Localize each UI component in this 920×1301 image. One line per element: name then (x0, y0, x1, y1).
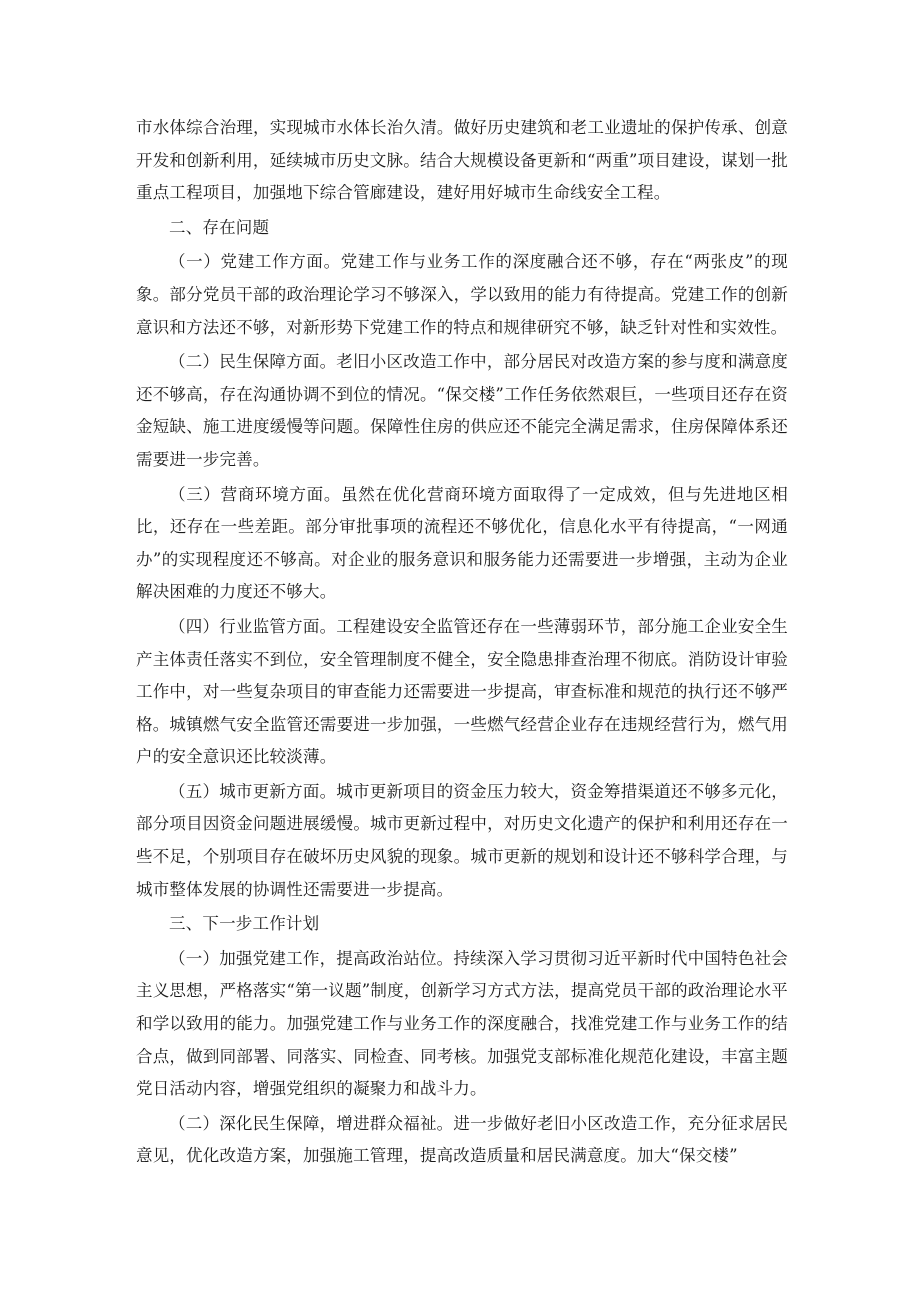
section-heading-next-plan: 三、下一步工作计划 (169, 914, 320, 934)
document-page (136, 112, 788, 1173)
paragraph-urban-renewal-issue: （五）城市更新方面。城市更新项目的资金压力较大，资金筹措渠道还不够多元化，部分项目因资金问题进展缓慢。城市更新过程中，对历史文化遗产的保护和利用还存在一些不足，个别项目存在破坏历史风貌的现象。城市更新的规划和设计还不够科学合理，与城市整体发展的协调性还需要进一步提高。 (136, 781, 788, 899)
paragraph-livelihood-plan: （二）深化民生保障，增进群众福祉。进一步做好老旧小区改造工作，充分征求居民意见，优化改造方案，加强施工管理，提高改造质量和居民满意度。加大“保交楼” (136, 1113, 788, 1166)
paragraph-livelihood-issue: （二）民生保障方面。老旧小区改造工作中，部分居民对改造方案的参与度和满意度还不够高，存在沟通协调不到位的情况。“保交楼”工作任务依然艰巨，一些项目还存在资金短缺、施工进度缓慢等问题。保障性住房的供应还不能完全满足需求，住房保障体系还需要进一步完善。 (136, 352, 788, 469)
intro-paragraph: 市水体综合治理，实现城市水体长治久清。做好历史建筑和老工业遗址的保护传承、创意开发和创新利用，延续城市历史文脉。结合大规模设备更新和“两重”项目建设，谋划一批重点工程项目，加强地下综合管廊建设，建好用好城市生命线安全工程。 (136, 118, 788, 203)
paragraph-party-building-plan: （一）加强党建工作，提高政治站位。持续深入学习贯彻习近平新时代中国特色社会主义思想，严格落实“第一议题”制度，创新学习方式方法，提高党员干部的政治理论水平和学以致用的能力。加强党建工作与业务工作的深度融合，找准党建工作与业务工作的结合点，做到同部署、同落实、同检查、同考核。加强党支部标准化规范化建设，丰富主题党日活动内容，增强党组织的凝聚力和战斗力。 (136, 948, 788, 1099)
section-heading-problems: 二、存在问题 (169, 217, 270, 237)
paragraph-industry-supervision-issue: （四）行业监管方面。工程建设安全监管还存在一些薄弱环节，部分施工企业安全生产主体责任落实不到位，安全管理制度不健全，安全隐患排查治理不彻底。消防设计审验工作中，对一些复杂项目的审查能力还需要进一步提高，审查标准和规范的执行还不够严格。城镇燃气安全监管还需要进一步加强，一些燃气经营企业存在违规经营行为，燃气用户的安全意识还比较淡薄。 (136, 616, 788, 767)
paragraph-business-environment-issue: （三）营商环境方面。虽然在优化营商环境方面取得了一定成效，但与先进地区相比，还存在一些差距。部分审批事项的流程还不够优化，信息化水平有待提高，“一网通办”的实现程度还不够高。对企业的服务意识和服务能力还需要进一步增强，主动为企业解决困难的力度还不够大。 (136, 484, 788, 602)
paragraph-party-building-issue: （一）党建工作方面。党建工作与业务工作的深度融合还不够，存在“两张皮”的现象。部分党员干部的政治理论学习不够深入，学以致用的能力有待提高。党建工作的创新意识和方法还不够，对新形势下党建工作的特点和规律研究不够，缺乏针对性和实效性。 (136, 252, 788, 337)
